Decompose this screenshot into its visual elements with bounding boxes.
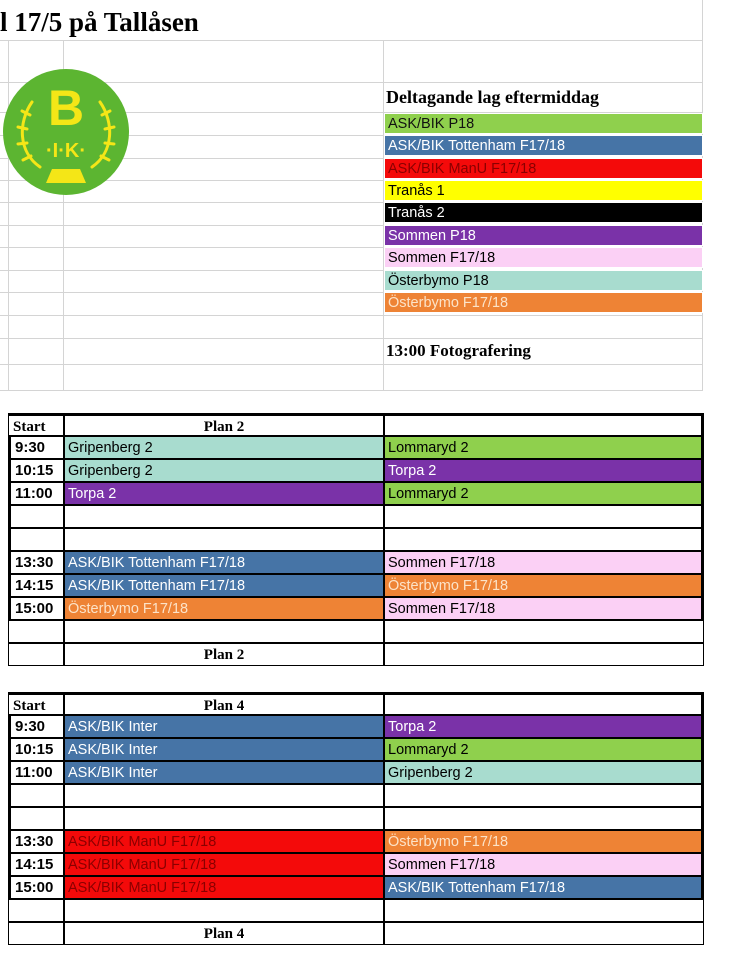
match-time: 9:30 [8, 436, 64, 459]
away-team [384, 899, 704, 922]
match-time: 13:30 [8, 830, 64, 853]
plan-header-blank [384, 413, 704, 436]
home-team [64, 784, 384, 807]
away-team [384, 505, 704, 528]
match-time: 15:00 [8, 597, 64, 620]
match-row [8, 436, 704, 459]
home-team: Gripenberg 2 [64, 436, 384, 459]
away-team: Lommaryd 2 [384, 482, 704, 505]
home-team: ASK/BIK ManU F17/18 [64, 853, 384, 876]
home-team: ASK/BIK Inter [64, 715, 384, 738]
home-team: ASK/BIK Tottenham F17/18 [64, 574, 384, 597]
match-row [8, 876, 704, 899]
away-team: Lommaryd 2 [384, 436, 704, 459]
footer-blank [8, 922, 64, 945]
match-row [8, 899, 704, 922]
plan-header-blank [384, 692, 704, 715]
away-team: Torpa 2 [384, 459, 704, 482]
logo-letter: B [47, 80, 85, 136]
match-time: 11:00 [8, 482, 64, 505]
match-time [8, 620, 64, 643]
schedule-footer-row [8, 643, 704, 666]
away-team [384, 620, 704, 643]
home-team [64, 505, 384, 528]
match-row [8, 761, 704, 784]
legend-item: Österbymo P18 [384, 270, 703, 291]
home-team: ASK/BIK ManU F17/18 [64, 830, 384, 853]
home-team [64, 620, 384, 643]
away-team: Sommen F17/18 [384, 551, 704, 574]
home-team: Gripenberg 2 [64, 459, 384, 482]
away-team [384, 784, 704, 807]
home-team [64, 807, 384, 830]
legend-item: ASK/BIK Tottenham F17/18 [384, 135, 703, 156]
club-logo [2, 67, 130, 197]
schedule-header-row [8, 413, 704, 436]
match-time [8, 899, 64, 922]
legend-item: Österbymo F17/18 [384, 292, 703, 313]
schedule-footer-row [8, 922, 704, 945]
photo-note: 13:00 Fotografering [386, 341, 531, 360]
match-time [8, 807, 64, 830]
match-row [8, 738, 704, 761]
away-team: Lommaryd 2 [384, 738, 704, 761]
match-time [8, 505, 64, 528]
match-row [8, 505, 704, 528]
home-team: ASK/BIK Tottenham F17/18 [64, 551, 384, 574]
home-team: Torpa 2 [64, 482, 384, 505]
home-team: ASK/BIK Inter [64, 738, 384, 761]
home-team: ASK/BIK ManU F17/18 [64, 876, 384, 899]
legend-item: Sommen P18 [384, 225, 703, 246]
schedule-header-row [8, 692, 704, 715]
away-team: Torpa 2 [384, 715, 704, 738]
match-time [8, 784, 64, 807]
away-team: Österbymo F17/18 [384, 574, 704, 597]
away-team [384, 807, 704, 830]
away-team: Sommen F17/18 [384, 853, 704, 876]
legend-item: Tranås 1 [384, 180, 703, 201]
home-team: Österbymo F17/18 [64, 597, 384, 620]
match-row [8, 574, 704, 597]
match-row [8, 597, 704, 620]
match-row [8, 830, 704, 853]
plan-footer: Plan 4 [64, 922, 384, 945]
match-row [8, 715, 704, 738]
match-time: 15:00 [8, 876, 64, 899]
match-time: 14:15 [8, 574, 64, 597]
match-time: 13:30 [8, 551, 64, 574]
away-team: Gripenberg 2 [384, 761, 704, 784]
match-row [8, 784, 704, 807]
logo-subtext: ·I·K· [46, 140, 86, 162]
match-time: 10:15 [8, 459, 64, 482]
logo-crown-icon [46, 169, 86, 183]
footer-blank [384, 643, 704, 666]
match-time: 9:30 [8, 715, 64, 738]
match-row [8, 807, 704, 830]
footer-blank [384, 922, 704, 945]
away-team [384, 528, 704, 551]
match-row [8, 853, 704, 876]
plan-header: Plan 4 [64, 692, 384, 715]
page-title: l 17/5 på Tallåsen [0, 7, 199, 37]
home-team [64, 899, 384, 922]
start-header: Start [8, 692, 64, 715]
footer-blank [8, 643, 64, 666]
away-team: Österbymo F17/18 [384, 830, 704, 853]
match-row [8, 620, 704, 643]
match-row [8, 482, 704, 505]
match-time [8, 528, 64, 551]
match-row [8, 528, 704, 551]
away-team: Sommen F17/18 [384, 597, 704, 620]
plan-header: Plan 2 [64, 413, 384, 436]
away-team: ASK/BIK Tottenham F17/18 [384, 876, 704, 899]
legend-title: Deltagande lag eftermiddag [386, 87, 599, 107]
home-team: ASK/BIK Inter [64, 761, 384, 784]
match-time: 10:15 [8, 738, 64, 761]
match-row [8, 459, 704, 482]
legend-item: Tranås 2 [384, 202, 703, 223]
match-row [8, 551, 704, 574]
legend-item: ASK/BIK ManU F17/18 [384, 158, 703, 179]
match-time: 14:15 [8, 853, 64, 876]
plan-footer: Plan 2 [64, 643, 384, 666]
match-time: 11:00 [8, 761, 64, 784]
legend-item: ASK/BIK P18 [384, 113, 703, 134]
start-header: Start [8, 413, 64, 436]
legend-item: Sommen F17/18 [384, 247, 703, 268]
home-team [64, 528, 384, 551]
